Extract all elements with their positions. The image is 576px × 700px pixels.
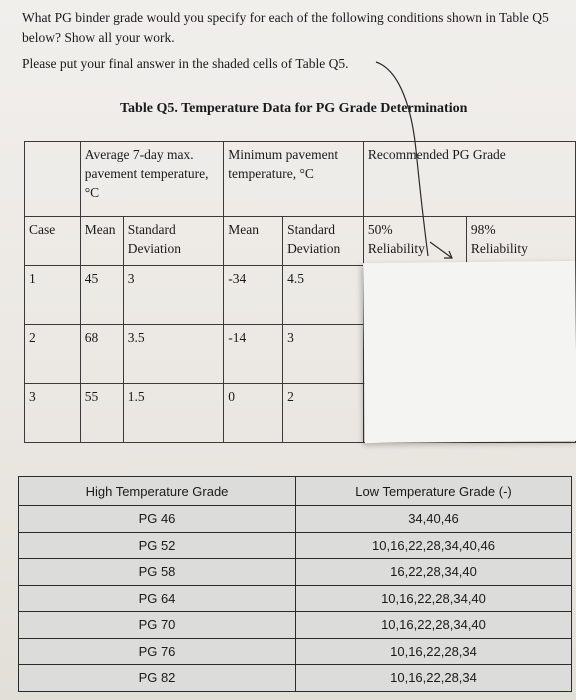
low-grade-cell: 10,16,22,28,34,40 — [296, 585, 572, 612]
low-grade-cell: 10,16,22,28,34 — [296, 638, 572, 665]
grade-header-row — [19, 477, 572, 506]
low-grade-cell: 10,16,22,28,34,40,46 — [296, 532, 572, 559]
low-grade-cell: 16,22,28,34,40 — [296, 559, 572, 586]
covering-paper — [363, 261, 576, 443]
header-r98-2: Reliability — [470, 241, 528, 256]
high-grade-cell: PG 70 — [19, 612, 296, 639]
high-temp-header: High Temperature Grade — [19, 477, 296, 506]
row2-mean: 68 — [80, 325, 123, 384]
header-blank-cell — [25, 142, 81, 217]
row1-min-std: 4.5 — [283, 266, 364, 325]
high-grade-cell: PG 76 — [19, 638, 296, 665]
header-r50-1: 50% — [367, 222, 393, 237]
row3-min-mean: 0 — [224, 384, 283, 443]
table-row — [19, 585, 572, 612]
row1-case: 1 — [25, 266, 81, 325]
row3-mean: 55 — [80, 384, 123, 443]
row2-min-mean: -14 — [224, 325, 283, 384]
high-grade-cell: PG 58 — [19, 559, 296, 586]
row1-std: 3 — [123, 266, 224, 325]
question-line-2: below? Show all your work. — [22, 30, 175, 45]
row2-std: 3.5 — [123, 325, 224, 384]
low-grade-cell: 10,16,22,28,34,40 — [296, 612, 572, 639]
high-grade-cell: PG 64 — [19, 585, 296, 612]
high-grade-cell: PG 46 — [19, 506, 296, 533]
row1-mean: 45 — [80, 266, 123, 325]
high-grade-cell: PG 52 — [19, 532, 296, 559]
question-text — [22, 8, 570, 74]
header-case: Case — [25, 217, 81, 266]
header-std-1: Standard — [127, 222, 176, 237]
low-temp-header: Low Temperature Grade (-) — [296, 477, 572, 506]
header-std-2: Deviation — [127, 241, 181, 256]
header-avg-max: Average 7-day max. pavement temperature, °C — [80, 142, 224, 217]
header-mean: Mean — [80, 217, 123, 266]
table-title: Table Q5. Temperature Data for PG Grade Determination — [120, 101, 468, 116]
table-row — [19, 665, 572, 692]
row1-min-mean: -34 — [224, 266, 283, 325]
header-min-pavement: Minimum pavement temperature, °C — [224, 142, 364, 217]
header-std2-1: Standard — [287, 222, 336, 237]
table-header-row-1 — [25, 142, 576, 217]
low-grade-cell: 34,40,46 — [296, 506, 572, 533]
row2-case: 2 — [25, 325, 81, 384]
header-r98-1: 98% — [470, 222, 496, 237]
row3-std: 1.5 — [123, 384, 224, 443]
table-row — [19, 532, 572, 559]
table-row — [19, 506, 572, 533]
row3-case: 3 — [25, 384, 81, 443]
grade-table — [18, 476, 572, 692]
table-row — [19, 612, 572, 639]
question-line-1: What PG binder grade would you specify for each of the following conditions shown in Table Q5 — [22, 10, 549, 25]
header-r50-2: Reliability — [367, 241, 425, 256]
high-grade-cell: PG 82 — [19, 665, 296, 692]
table-row — [19, 559, 572, 586]
low-grade-cell: 10,16,22,28,34 — [296, 665, 572, 692]
header-std2-2: Deviation — [287, 241, 341, 256]
header-mean-2: Mean — [224, 217, 283, 266]
row3-min-std: 2 — [283, 384, 364, 443]
header-recommended: Recommended PG Grade — [363, 142, 575, 217]
question-line-3: Please put your final answer in the shaded cells of Table Q5. — [22, 56, 349, 71]
row2-min-std: 3 — [283, 325, 364, 384]
table-header-row-2 — [25, 217, 576, 266]
table-row — [19, 638, 572, 665]
